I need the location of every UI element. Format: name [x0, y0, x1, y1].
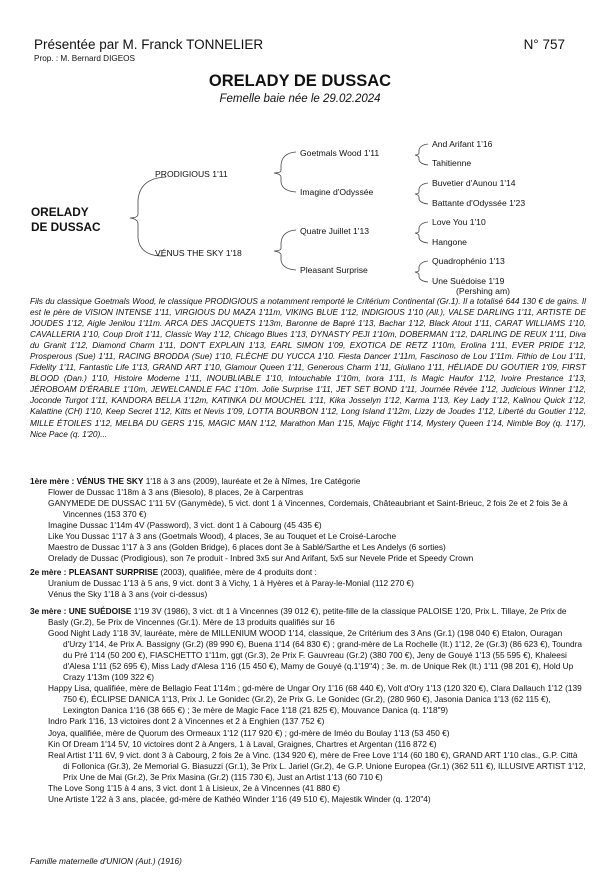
horse-description: Femelle baie née le 29.02.2024 [219, 93, 381, 105]
ggp-6: Hangone [432, 237, 467, 247]
ggp-4: Battante d'Odyssée 1'23 [432, 198, 526, 208]
sire-paragraph: Fils du classique Goetmals Wood, le classique PRODIGIOUS a notamment remporté le Critérium Continental (Gr.1). Il a totalisé 644 130 € de gains. Il est le père de VISION INTENSE 1'11, VIRGIOUS DU MAZA 1'11m, VIKING BLUE 1'12, INDIGIOUS 1'10 (All.), VALSE DARLING 1'11, ARTISTE DE JOUDES 1'12, Aigle Jenilou 1'11m. ARCA DES JACQUETS 1'13m, Baronne de Bapré 1'13, Bachar 1'12, Black Atout 1'11, CARAT WILLIAMS 1'10, CAVALLERIA 1'10, Coup Droit 1'11, Classic Way 1'12, Chicago Blues 1'13, DYNASTY PEJI 1'10m, DOBERMAN 1'12, DARLING DE REUX 1'11, Diva du Granit 1'12, Diamond Charm 1'11, DON'T EXPLAIN 1'13, EARL SIMON 1'09, EXOTICA DE RETZ 1'10m, Erolina 1'11, EVER PRIDE 1'12, Prosperous (Sue) 1'11, RACING BRODDA (Sue) 1'10, FLÈCHE DU YUCCA 1'10. Fiesta Dancer 1'11m, Fascinoso de Lou 1'11m. Fithio de Lou 1'11, Fidelity 1'11, Fantastic Life 1'13, GRAND ART 1'10, Glamour Queen 1'11, Generous Charm 1'11, Giuliano 1'11, HÉLIADE DU GOUTIER 1'09, FIRST BLOOD (Dan.) 1'10, Histoire Moderne 1'11, INOUBLIABLE 1'10, Intouchable 1'10m, Ixora 1'11, Is Magic Haufor 1'12, Ivoire Prestance 1'13, JÉROBOAM D'ÉRABLE 1'10m, JEWELCANDLE FAC 1'10m. Jolie Surprise 1'11, JET SET BOND 1'11, Journée Révée 1'12, Judicious Winner 1'12, Joconde Turgot 1'11, KANDORA BELLA 1'12m, KATINKA DU MOUCHEL 1'11, Kika Josselyn 1'12, Karma 1'13, Key Lady 1'12, Kalinou Quick 1'12, Kalattine (CH) 1'10, Keep Secret 1'12, Kitts et Nevis 1'09, LOTTA BOURBON 1'12, Long Island 1'12m, Lizzy de Joudes 1'12, Liberté du Goutier 1'12, MILLE ÉTOILES 1'12, MELBA DU GERS 1'15, MAGIC MAN 1'12, Marathon Man 1'15, Majyc Flight 1'14, Mystery Queen 1'14, Nimble Boy (q. 1'17), Nice Pace (q. 1'20)... [30, 296, 586, 439]
ggp-8: Une Suédoise 1'19 [432, 276, 505, 286]
root-name-line2: DE DUSSAC [31, 220, 101, 234]
produce-item: Like You Dussac 1'17 à 3 ans (Goetmals Wood), 4 places, 3e au Touquet et Le Croisé-Laroche [48, 531, 397, 542]
pedigree-root [31, 205, 100, 235]
produce-item: The Love Song 1'15 à 4 ans, 3 vict. dont 1 à Lisieux, 2e à Vincennes (41 880 €) [48, 782, 341, 793]
owner: Prop. : M. Bernard DIGEOS [34, 54, 136, 63]
dam-sire: Quatre Juillet 1'13 [300, 226, 369, 236]
ggp-7: Quadrophénio 1'13 [432, 256, 505, 266]
produce-item: Good Night Lady 1'18 3V, lauréate, mère de MILLENIUM WOOD 1'14, classique, 2e Critérium des 3 Ans (Gr.1) (198 040 €) Etalon, Ouragan d'Urzy 1'14, 4e Prix A. Bassigny (Gr.2) (89 990 €), Buena 1'14 (64 830 €) ; grand-mère de La Rochelle (It.) 1'12, 2e (Gr.3) (86 623 €), Toundra du Pré 1'14 (50 200 €), FIASCHETTO 1'11m, ggt (Gr.3), 2e Prix F. Gauvreau (Gr.2) (380 700 €), Jeny de Gouyé 1'13 (55 595 €), Khaleesi d'Alesa 1'11 (52 695 €), Miss Lady d'Alesa 1'16 (15 450 €), Mamy de Gouyé (q.1'19"4) ; 3e. m. de Unique Rek (It.) 1'11 (98 201 €), Hold Up Crazy 1'13m (109 322 €) [48, 628, 583, 683]
ggp-1: And Arifant 1'16 [432, 139, 493, 149]
ggp-2: Tahitienne [432, 158, 472, 168]
second-dam-heading: 2e mère : PLEASANT SURPRISE [30, 567, 159, 577]
ggp-8-note: (Pershing am) [456, 286, 510, 296]
produce-item: Indro Park 1'16, 13 victoires dont 2 à Vincennes et 2 à Enghien (137 752 €) [48, 716, 325, 727]
horse-name: ORELADY DE DUSSAC [208, 72, 392, 90]
third-dam-heading: 3e mère : UNE SUÉDOISE [30, 606, 132, 616]
dam-dam: Pleasant Surprise [300, 265, 368, 275]
first-dam-line [30, 476, 586, 487]
first-dam-heading: 1ère mère : VÉNUS THE SKY [30, 476, 144, 486]
produce-item: Maestro de Dussac 1'17 à 3 ans (Golden Bridge), 6 places dont 3e à Sablé/Sarthe et Les Andelys (6 sorties) [48, 542, 446, 553]
produce-item: Kin Of Dream 1'14 5V, 10 victoires dont 2 à Angers, 1 à Laval, Graignes, Chartres et Argentan (116 872 €) [48, 738, 437, 749]
sire-sire: Goetmals Wood 1'11 [300, 148, 380, 158]
produce-item: Joya, qualifiée, mère de Quorum des Ormeaux 1'12 (117 920 €) ; gd-mère de Iméo du Boulay 1'13 (53 450 €) [48, 727, 450, 738]
presenter: Présentée par M. Franck TONNELIER [34, 37, 264, 52]
ggp-5: Love You 1'10 [432, 217, 486, 227]
maternal-family: Famille maternelle d'UNION (Aut.) (1916) [30, 856, 182, 866]
third-dam-section [30, 606, 586, 805]
first-dam-summary: 1'18 à 3 ans (2009), lauréate et 2e à Nîmes, 1re Catégorie [143, 476, 361, 486]
ggp-3: Buvetier d'Aunou 1'14 [432, 178, 516, 188]
third-dam-summary: 1'19 3V (1986), 3 vict. dt 1 à Vincennes (39 012 €), petite-fille de la classique PALOISE 1'20, Prix L. Tillaye, 2e Prix de Basly (Gr.2), 5e Prix de Vincennes (Gr.1). Mère de 13 produits qualifiés sur 16 [48, 606, 567, 628]
dam: VÉNUS THE SKY 1'18 [155, 248, 242, 258]
produce-item: Une Artiste 1'22 à 3 ans, placée, gd-mère de Kathéo Winder 1'16 (49 510 €), Majestik Winder (q. 1'20"4) [48, 793, 431, 804]
sire: PRODIGIOUS 1'11 [155, 169, 228, 179]
second-dam-summary: (2003), qualifiée, mère de 4 produits dont : [158, 567, 317, 577]
produce-item: Real Artist 1'11 6V, 9 vict. dont 3 à Cabourg, 2 fois 2e à Vinc. (134 920 €), mère de Free Love 1'14 (60 180 €), GRAND ART 1'10 clas., G.P. Città di Follonica (Gr.3), 2e Memorial G. Biasuzzi (Gr.1), 3e Prix L. Jariel (Gr.2), 4e G.P. Unione Europea (Gr.1) (362 511 €), ILLUSIVE ARTIST 1'12, Prix Une de Mai (Gr.2), 3e Prix Masina (Gr.2) (115 730 €), Just an Artist 1'13 (60 710 €) [48, 749, 586, 782]
produce-item: Flower de Dussac 1'18m à 3 ans (Biesolo), 8 places, 2e à Carpentras [48, 487, 304, 498]
first-dam-section [30, 476, 586, 564]
produce-item: Imagine Dussac 1'14m 4V (Password), 3 vict. dont 1 à Cabourg (45 435 €) [48, 520, 322, 531]
second-dam-section [30, 567, 586, 600]
third-dam-line [30, 606, 586, 628]
produce-item: Happy Lisa, qualifiée, mère de Bellagio Feat 1'14m ; gd-mère de Ungar Ory 1'16 (68 440 €), Volt d'Ory 1'13 (120 320 €), Clara Dallauch 1'12 (139 750 €), ÉCLIPSE DANICA 1'13, Prix J. Le Gonidec (Gr.2), 2e Prix G. Le Gonidec (Gr.2), (280 960 €), Jasonia Danica 1'13 (62 115 €), Lexington Danica 1'16 (38 665 €) ; 3e mère de Magic Face 1'18 (21 825 €), Mouvance Danica (q. 1'18"9) [48, 683, 582, 716]
second-dam-line [30, 567, 586, 578]
produce-item: GANYMEDE DE DUSSAC 1'11 5V (Ganymède), 5 vict. dont 1 à Vincennes, Cordemais, Châteaubriant et Saint-Brieuc, 2 fois 2e et 2 fois 3e à Vincennes (153 370 €) [48, 498, 568, 520]
produce-item: Uranium de Dussac 1'13 à 5 ans, 9 vict. dont 3 à Vichy, 1 à Hyères et à Paray-le-Monial (112 270 €) [48, 578, 414, 589]
sire-dam: Imagine d'Odyssée [300, 187, 374, 197]
root-name-line1: ORELADY [31, 205, 89, 219]
produce-item: Vénus the Sky 1'18 à 3 ans (voir ci-dessus) [48, 589, 208, 600]
lot-number: N° 757 [523, 37, 565, 52]
produce-item: Orelady de Dussac (Prodigious), son 7e produit - Inbred 3x5 sur And Arifant, 5x5 sur Nevele Pride et Speedy Crown [48, 553, 474, 564]
